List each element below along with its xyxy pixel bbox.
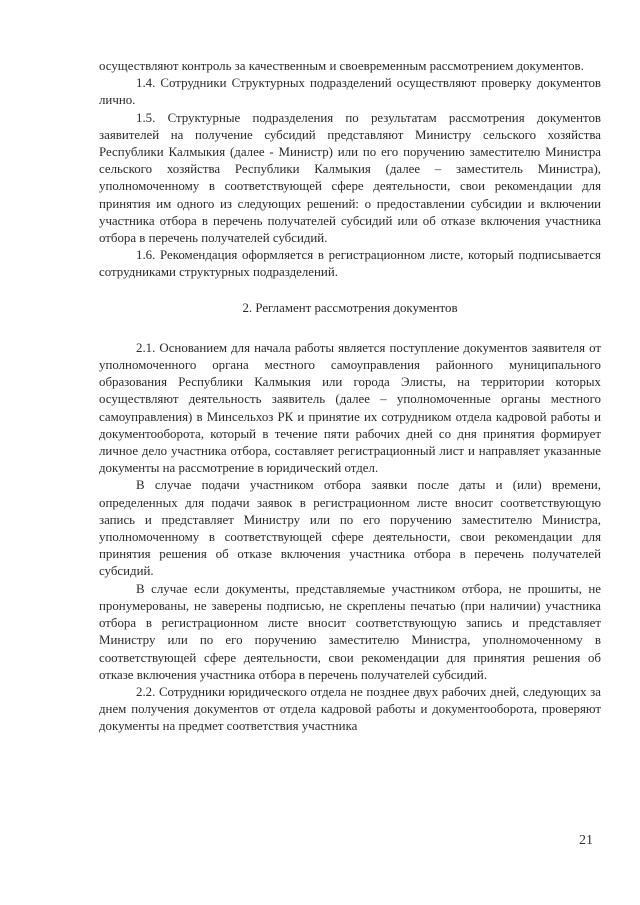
- paragraph-1-5: 1.5. Структурные подразделения по результатам рассмотрения документов заявителей на получение субсидий представляют Министру сельского хозяйства Республики Калмыкия (далее - Министр) или по его поручению заместителю Министра сельского хозяйства Республики Калмыкия (далее – заместитель Министра), уполномоченному в соответствующей сфере деятельности, свои рекомендации для принятия им одного из следующих решений: о предоставлении субсидии и включении участника отбора в перечень получателей субсидий или об отказе включения участника отбора в перечень получателей субсидий.: [99, 110, 601, 246]
- paragraph-2-1: 2.1. Основанием для начала работы является поступление документов заявителя от уполномоченного органа местного самоуправления районного муниципального образования Республики Калмыкия или города Элисты, на территории которых осуществляют деятельность заявитель (далее – уполномоченные органы местного самоуправления) в Минсельхоз РК и принятие их сотрудником отдела кадровой работы и документооборота, который в течение пяти рабочих дней со дня принятия формирует личное дело участника отбора, составляет регистрационный лист и направляет указанные документы на рассмотрение в юридический отдел.: [99, 340, 601, 476]
- paragraph-improper-documents: В случае если документы, представляемые участником отбора, не прошиты, не пронумерованы, не заверены подписью, не скреплены печатью (при наличии) участника отбора в регистрационном листе вносит соответствующую запись и представляет Министру или по его поручению заместителю Министра, уполномоченному в соответствующей сфере деятельности, свои рекомендации для принятия решения об отказе включения участника отбора в перечень получателей субсидий.: [99, 581, 601, 682]
- page-number: 21: [579, 833, 593, 848]
- body-text: [99, 58, 601, 736]
- paragraph-continuation: осуществляют контроль за качественным и своевременным рассмотрением документов.: [99, 59, 584, 73]
- paragraph-2-2: 2.2. Сотрудники юридического отдела не позднее двух рабочих дней, следующих за днем получения документов от отдела кадровой работы и документооборота, проверяют документы на предмет соответствия участника: [99, 684, 601, 734]
- paragraph-1-6: 1.6. Рекомендация оформляется в регистрационном листе, который подписывается сотрудниками структурных подразделений.: [99, 248, 601, 280]
- paragraph-1-4: 1.4. Сотрудники Структурных подразделений осуществляют проверку документов лично.: [99, 76, 601, 108]
- paragraph-late-submission: В случае подачи участником отбора заявки после даты и (или) времени, определенных для подачи заявок в регистрационном листе вносит соответствующую запись и представляет Министру или по его поручению заместителю Министра, уполномоченному в соответствующей сфере деятельности, свои рекомендации для принятия решения об отказе включения участника отбора в перечень получателей субсидий.: [99, 478, 601, 579]
- section-heading: 2. Регламент рассмотрения документов: [242, 300, 458, 315]
